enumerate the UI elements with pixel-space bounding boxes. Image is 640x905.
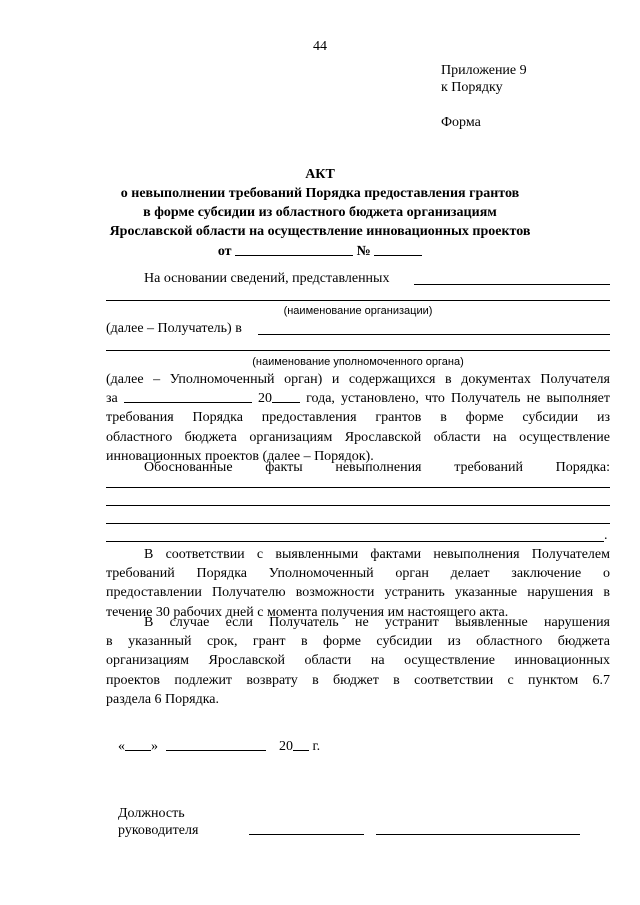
facts-blank-line-4[interactable]	[106, 541, 604, 542]
conclusion-paragraph	[106, 545, 610, 622]
signature-label-line-1: Должность	[118, 806, 185, 821]
period-blank-field[interactable]	[124, 389, 252, 403]
authority-blank-field-1[interactable]	[258, 334, 610, 335]
year-prefix: 20	[257, 391, 272, 407]
findings-line-5: инновационных проектов (далее – Порядок).	[106, 448, 374, 464]
facts-blank-line-1[interactable]	[106, 487, 610, 488]
appendix-line-2: к Порядку	[441, 80, 503, 95]
facts-end-mark: .	[604, 528, 608, 543]
authority-caption: (наименование уполномоченного органа)	[252, 356, 464, 368]
refund-line-1: В случае если Получатель не устранит выявленные нарушения	[144, 615, 610, 630]
facts-blank-line-3[interactable]	[106, 523, 610, 524]
conclusion-line-2: требований Порядка Уполномоченный орган делает заключение о	[106, 566, 610, 582]
submitted-by-blank-field[interactable]	[414, 284, 610, 285]
signatory-name-blank-field[interactable]	[376, 834, 580, 835]
date-blank-field[interactable]	[235, 241, 353, 256]
facts-heading	[106, 458, 610, 477]
conclusion-line-1: В соответствии с выявленными фактами невыполнения Получателем	[144, 547, 610, 562]
appendix-line-1: Приложение 9	[441, 63, 527, 78]
title-line-4: Ярославской области на осуществление инновационных проектов	[109, 224, 531, 239]
day-blank-field[interactable]	[125, 737, 151, 751]
title-line-3: в форме субсидии из областного бюджета организациям	[143, 205, 497, 220]
findings-line-3: требования Порядка предоставления грантов в форме субсидии из	[106, 410, 610, 426]
act-number-blank-field[interactable]	[374, 241, 422, 256]
signature-label	[118, 805, 198, 839]
refund-line-3: организациям Ярославской области на осуществление инновационных	[106, 653, 610, 669]
date-year-prefix: 20	[279, 739, 293, 754]
date-year-suffix: г.	[312, 739, 321, 754]
refund-paragraph	[106, 613, 610, 709]
period-suffix: года, установлено, что Получатель не выполняет	[306, 391, 611, 407]
conclusion-line-4: течение 30 рабочих дней с момента получения им настоящего акта.	[106, 604, 509, 620]
title-line-2: о невыполнении требований Порядка предоставления грантов	[120, 186, 520, 201]
from-label: от	[217, 244, 232, 259]
signature-label-line-2: руководителя	[118, 823, 199, 838]
refund-line-4: проектов подлежит возврату в бюджет в соответствии с пунктом 6.7	[106, 672, 610, 688]
organization-name-blank-field[interactable]	[106, 300, 610, 301]
authority-blank-field-2[interactable]	[106, 350, 610, 351]
number-label: №	[356, 244, 371, 259]
findings-line-4: областного бюджета организациям Ярославской области на осуществление	[106, 429, 610, 445]
date-open-quote: «	[118, 739, 125, 754]
month-blank-field[interactable]	[166, 737, 266, 751]
basis-intro: На основании сведений, представленных	[144, 271, 390, 286]
period-prefix: за	[106, 391, 118, 407]
title-line-5	[0, 241, 640, 261]
year-blank-field[interactable]	[272, 389, 300, 403]
date-year-blank-field[interactable]	[293, 737, 309, 751]
organization-caption: (наименование организации)	[283, 305, 433, 317]
conclusion-line-3: предоставлении Получателю возможности устранить указанные нарушения в	[106, 585, 610, 601]
form-label: Форма	[441, 115, 481, 130]
findings-line-2	[106, 389, 610, 408]
findings-paragraph	[106, 370, 610, 466]
refund-line-5: раздела 6 Порядка.	[106, 691, 220, 707]
facts-label: Обоснованные факты невыполнения требований Порядка:	[144, 460, 610, 475]
facts-blank-line-2[interactable]	[106, 505, 610, 506]
title-line-1: АКТ	[305, 167, 335, 182]
signature-blank-field[interactable]	[249, 834, 364, 835]
page-number: 44	[313, 39, 327, 54]
recipient-label: (далее – Получатель) в	[106, 321, 242, 336]
appendix-reference	[441, 62, 527, 96]
date-line	[118, 737, 320, 755]
date-close-quote: »	[151, 739, 158, 754]
refund-line-2: в указанный срок, грант в форме субсидии из областного бюджета	[106, 634, 610, 650]
document-title	[0, 165, 640, 261]
findings-line-1: (далее – Уполномоченный орган) и содержащихся в документах Получателя	[106, 372, 610, 387]
